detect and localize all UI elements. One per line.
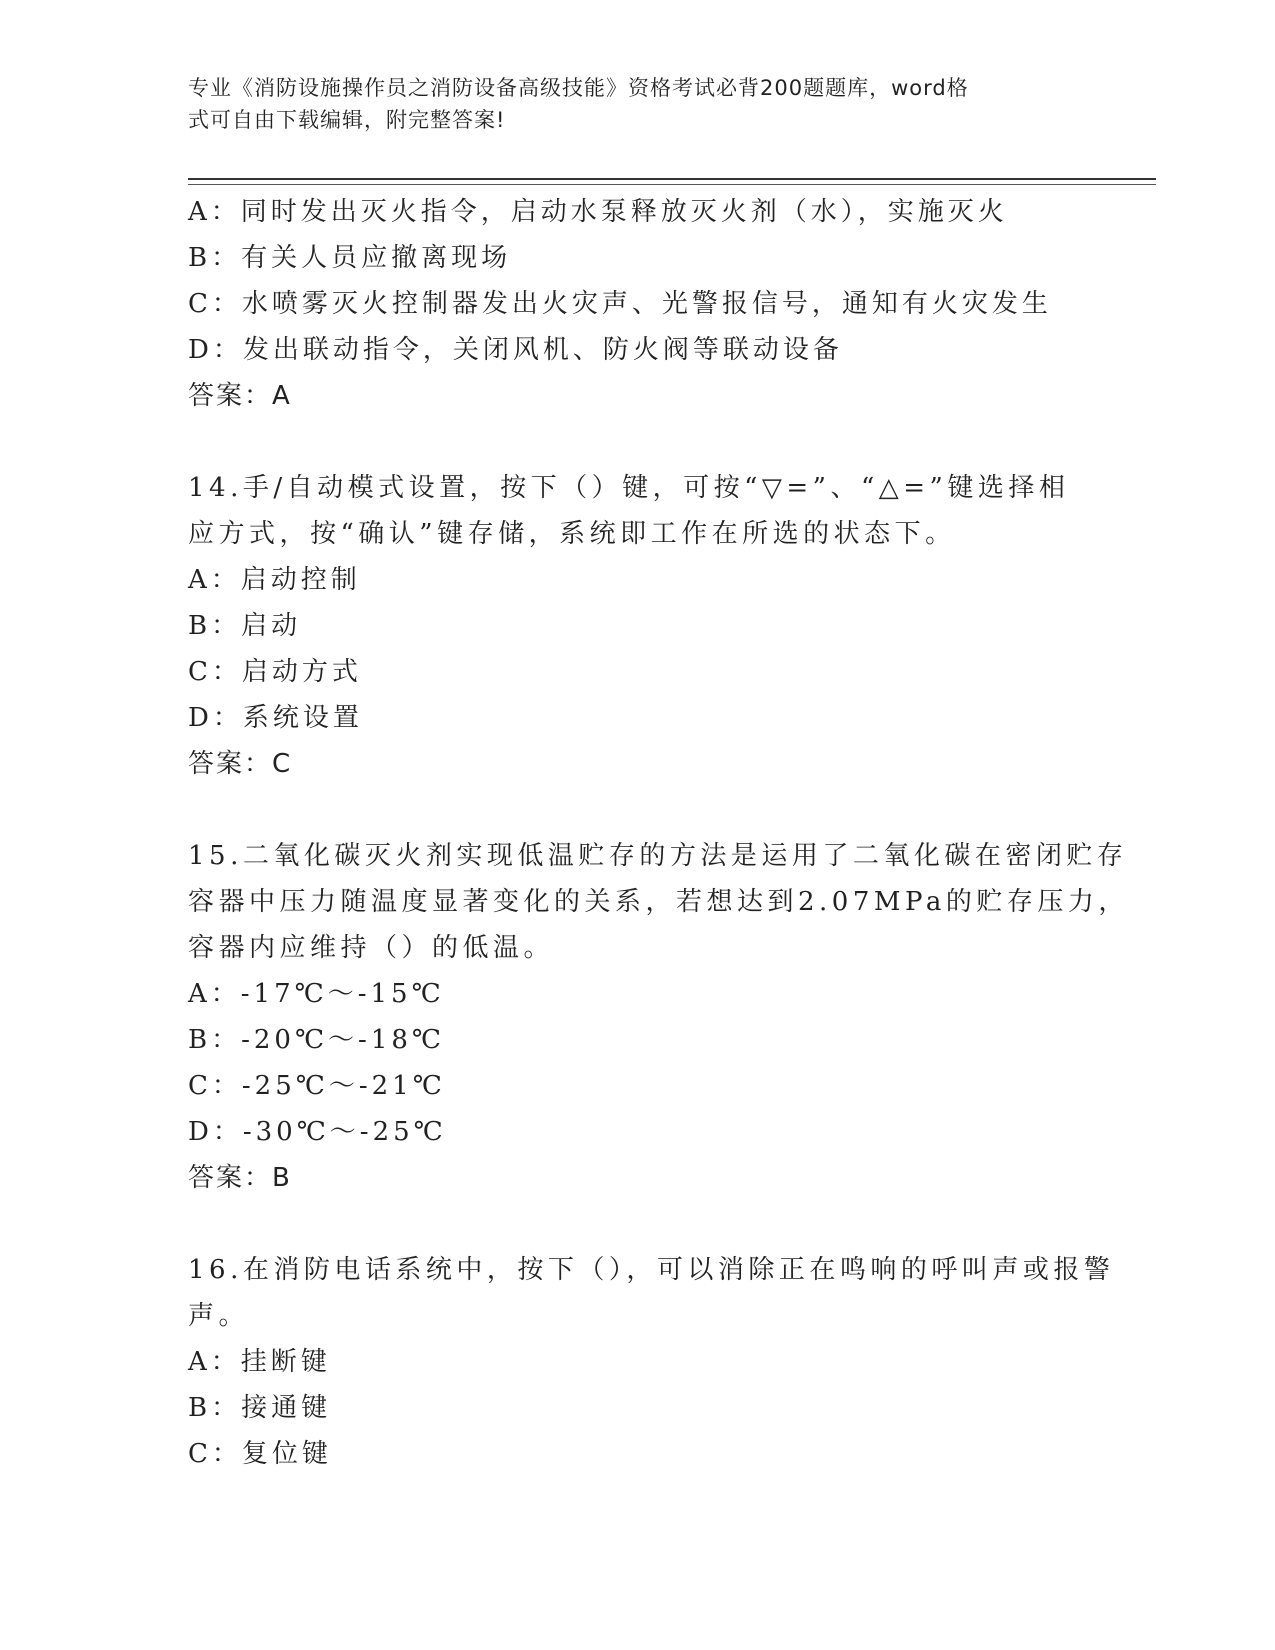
option-a: A：启动控制 — [188, 565, 361, 595]
question-15 — [188, 833, 1129, 1201]
document-header — [188, 72, 1068, 136]
header-rule-thick — [188, 178, 1156, 180]
question-stem — [188, 833, 1129, 971]
question-14 — [188, 465, 1088, 787]
question-stem — [188, 1247, 1115, 1339]
stem-line: 容器中压力随温度显著变化的关系，若想达到2.07MPa的贮存压力， — [188, 887, 1129, 917]
option-b: B：启动 — [188, 611, 302, 641]
option-c: C：-25℃～-21℃ — [188, 1071, 446, 1101]
stem-line: 声。 — [188, 1301, 250, 1331]
option-c: C：启动方式 — [188, 657, 362, 687]
option-b: B：接通键 — [188, 1393, 332, 1423]
option-c: C：水喷雾灭火控制器发出火灾声、光警报信号，通知有火灾发生 — [188, 289, 1052, 319]
option-d: D：-30℃～-25℃ — [188, 1117, 447, 1147]
header-line-2: 式可自由下载编辑，附完整答案! — [188, 108, 506, 132]
answer: 答案：B — [188, 1163, 292, 1193]
answer: 答案：C — [188, 749, 293, 779]
option-c: C：复位键 — [188, 1439, 332, 1469]
stem-line: 16.在消防电话系统中，按下（），可以消除正在鸣响的呼叫声或报警 — [188, 1255, 1115, 1285]
answer: 答案：A — [188, 381, 292, 411]
stem-line: 15.二氧化碳灭火剂实现低温贮存的方法是运用了二氧化碳在密闭贮存 — [188, 841, 1128, 871]
spacer — [188, 1201, 1088, 1247]
question-stem — [188, 465, 1088, 557]
header-rule-thin — [188, 184, 1156, 185]
question-16 — [188, 1247, 1115, 1477]
question-list — [188, 189, 1129, 1477]
spacer — [188, 787, 1088, 833]
stem-line: 14.手/自动模式设置，按下（）键，可按“▽=”、“△=”键选择相 — [188, 473, 1070, 503]
header-line-1: 专业《消防设施操作员之消防设备高级技能》资格考试必背200题题库，word格 — [188, 76, 969, 100]
option-a: A：挂断键 — [188, 1347, 331, 1377]
option-d: D：发出联动指令，关闭风机、防火阀等联动设备 — [188, 335, 843, 365]
option-b: B：有关人员应撤离现场 — [188, 243, 512, 273]
question-13-continued — [188, 189, 1088, 419]
option-a: A：同时发出灭火指令，启动水泵释放灭火剂（水），实施灭火 — [188, 197, 1008, 227]
stem-line: 容器内应维持（）的低温。 — [188, 933, 555, 963]
option-d: D：系统设置 — [188, 703, 363, 733]
option-a: A：-17℃～-15℃ — [188, 979, 445, 1009]
stem-line: 应方式，按“确认”键存储，系统即工作在所选的状态下。 — [188, 519, 956, 549]
option-b: B：-20℃～-18℃ — [188, 1025, 446, 1055]
spacer — [188, 419, 1088, 465]
